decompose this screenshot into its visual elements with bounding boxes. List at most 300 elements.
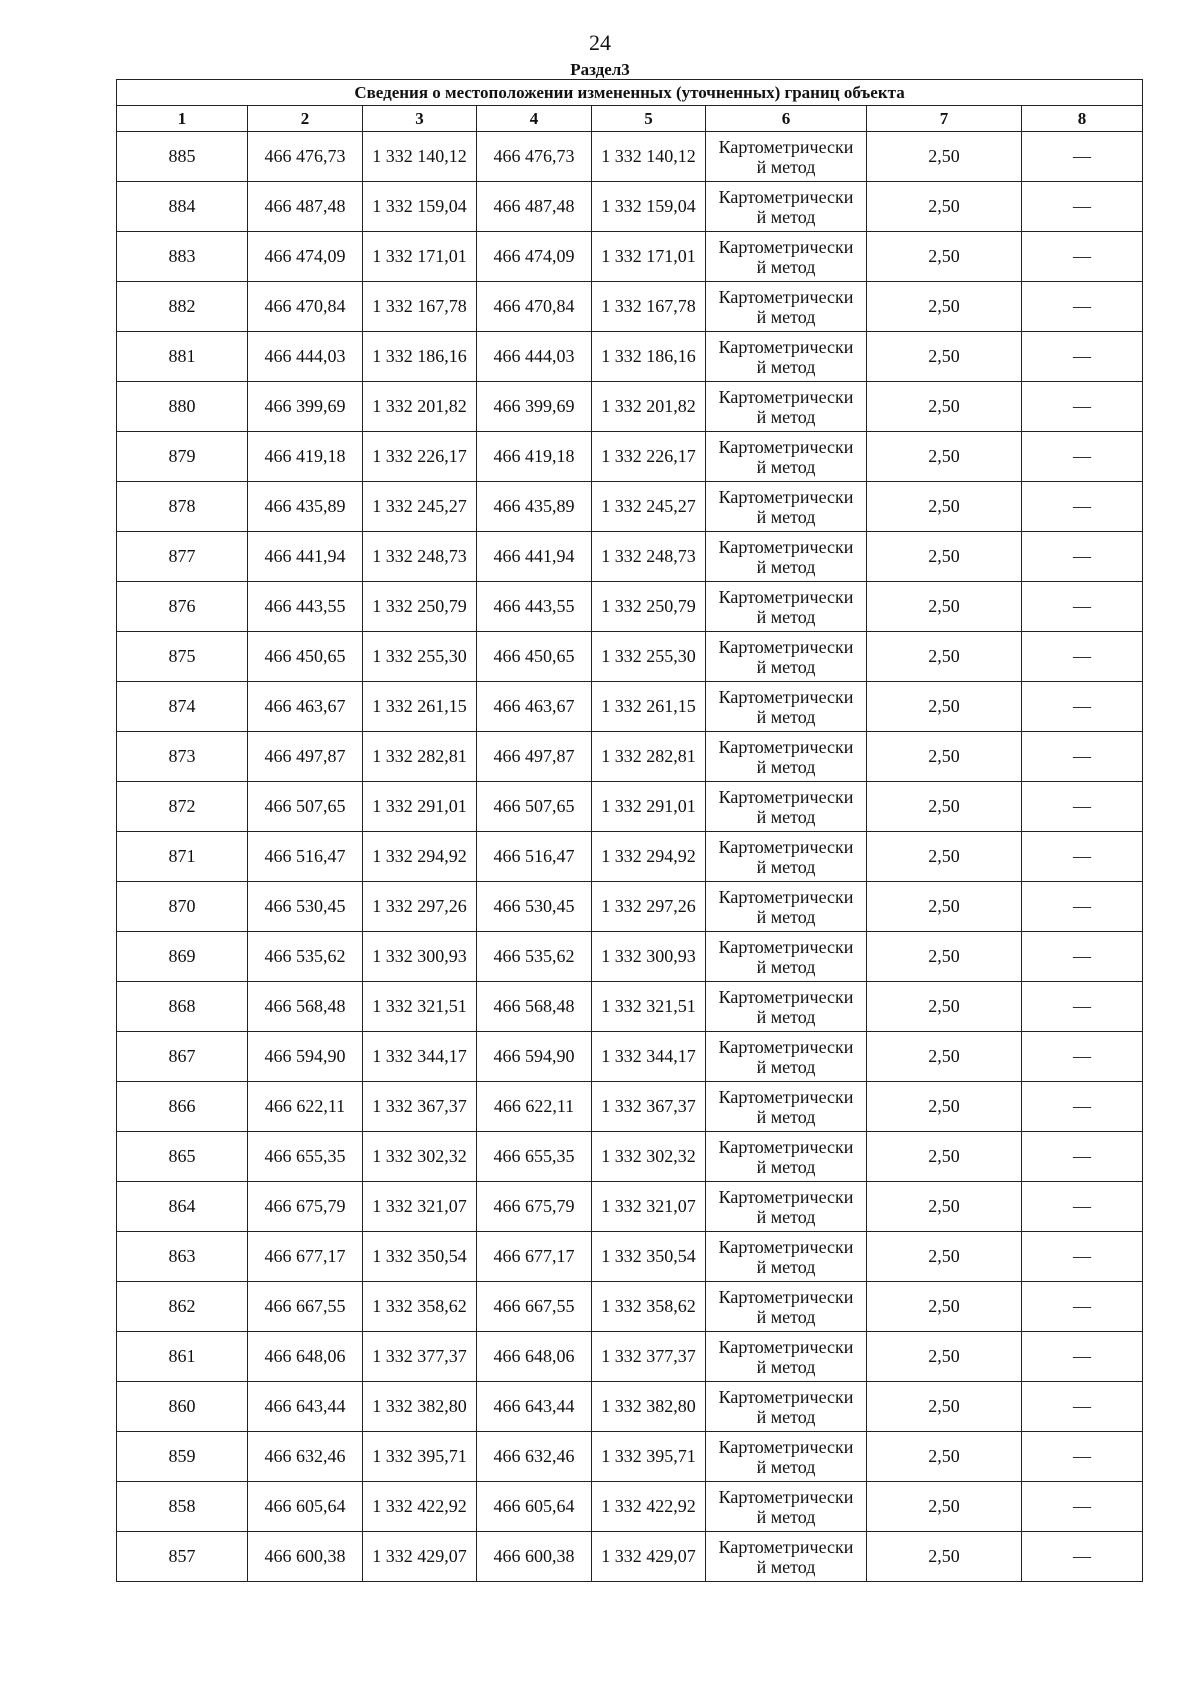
existing-y-cell: 1 332 261,15 xyxy=(363,682,477,732)
point-number-cell: 867 xyxy=(117,1032,248,1082)
new-x-cell: 466 530,45 xyxy=(477,882,592,932)
new-y-cell: 1 332 321,51 xyxy=(592,982,706,1032)
new-x-cell: 466 516,47 xyxy=(477,832,592,882)
accuracy-cell: 2,50 xyxy=(867,1382,1022,1432)
accuracy-cell: 2,50 xyxy=(867,182,1022,232)
method-line-2: й метод xyxy=(756,1506,816,1527)
method-cell xyxy=(706,432,867,482)
existing-y-cell: 1 332 294,92 xyxy=(363,832,477,882)
point-number-cell: 878 xyxy=(117,482,248,532)
table-row xyxy=(117,1132,1143,1182)
method-line-1: Картометрически xyxy=(718,1536,854,1557)
table-row xyxy=(117,882,1143,932)
method-line-2: й метод xyxy=(756,1556,816,1577)
existing-x-cell: 466 443,55 xyxy=(248,582,363,632)
existing-x-cell: 466 530,45 xyxy=(248,882,363,932)
method-cell xyxy=(706,132,867,182)
column-8-cell: — xyxy=(1022,332,1143,382)
table-row xyxy=(117,1382,1143,1432)
existing-x-cell: 466 497,87 xyxy=(248,732,363,782)
method-line-2: й метод xyxy=(756,256,816,277)
new-x-cell: 466 677,17 xyxy=(477,1232,592,1282)
existing-x-cell: 466 435,89 xyxy=(248,482,363,532)
column-8-cell: — xyxy=(1022,582,1143,632)
method-cell xyxy=(706,1282,867,1332)
new-y-cell: 1 332 186,16 xyxy=(592,332,706,382)
column-8-cell: — xyxy=(1022,1282,1143,1332)
existing-x-cell: 466 487,48 xyxy=(248,182,363,232)
table-row xyxy=(117,982,1143,1032)
new-y-cell: 1 332 367,37 xyxy=(592,1082,706,1132)
table-row xyxy=(117,582,1143,632)
new-y-cell: 1 332 344,17 xyxy=(592,1032,706,1082)
column-8-cell: — xyxy=(1022,632,1143,682)
method-line-1: Картометрически xyxy=(718,786,854,807)
method-line-1: Картометрически xyxy=(718,1186,854,1207)
point-number-cell: 873 xyxy=(117,732,248,782)
new-x-cell: 466 450,65 xyxy=(477,632,592,682)
column-8-cell: — xyxy=(1022,682,1143,732)
new-y-cell: 1 332 300,93 xyxy=(592,932,706,982)
new-x-cell: 466 535,62 xyxy=(477,932,592,982)
existing-y-cell: 1 332 350,54 xyxy=(363,1232,477,1282)
table-row xyxy=(117,782,1143,832)
table-row xyxy=(117,1232,1143,1282)
table-row xyxy=(117,832,1143,882)
new-x-cell: 466 443,55 xyxy=(477,582,592,632)
method-cell xyxy=(706,582,867,632)
existing-x-cell: 466 507,65 xyxy=(248,782,363,832)
accuracy-cell: 2,50 xyxy=(867,382,1022,432)
column-number: 2 xyxy=(248,106,363,132)
point-number-cell: 862 xyxy=(117,1282,248,1332)
existing-y-cell: 1 332 367,37 xyxy=(363,1082,477,1132)
table-row xyxy=(117,1182,1143,1232)
method-line-1: Картометрически xyxy=(718,286,854,307)
method-line-1: Картометрически xyxy=(718,1236,854,1257)
method-line-1: Картометрически xyxy=(718,536,854,557)
accuracy-cell: 2,50 xyxy=(867,132,1022,182)
new-x-cell: 466 643,44 xyxy=(477,1382,592,1432)
existing-x-cell: 466 444,03 xyxy=(248,332,363,382)
method-cell xyxy=(706,232,867,282)
existing-y-cell: 1 332 291,01 xyxy=(363,782,477,832)
column-8-cell: — xyxy=(1022,1082,1143,1132)
method-line-1: Картометрически xyxy=(718,486,854,507)
new-x-cell: 466 655,35 xyxy=(477,1132,592,1182)
existing-x-cell: 466 476,73 xyxy=(248,132,363,182)
method-line-2: й метод xyxy=(756,856,816,877)
table-row xyxy=(117,532,1143,582)
column-number: 6 xyxy=(706,106,867,132)
new-x-cell: 466 470,84 xyxy=(477,282,592,332)
accuracy-cell: 2,50 xyxy=(867,1182,1022,1232)
column-8-cell: — xyxy=(1022,1332,1143,1382)
method-line-1: Картометрически xyxy=(718,386,854,407)
new-x-cell: 466 648,06 xyxy=(477,1332,592,1382)
new-x-cell: 466 419,18 xyxy=(477,432,592,482)
new-x-cell: 466 622,11 xyxy=(477,1082,592,1132)
method-line-2: й метод xyxy=(756,1056,816,1077)
point-number-cell: 870 xyxy=(117,882,248,932)
accuracy-cell: 2,50 xyxy=(867,782,1022,832)
new-y-cell: 1 332 255,30 xyxy=(592,632,706,682)
point-number-cell: 880 xyxy=(117,382,248,432)
method-cell xyxy=(706,1432,867,1482)
point-number-cell: 864 xyxy=(117,1182,248,1232)
method-cell xyxy=(706,732,867,782)
new-y-cell: 1 332 201,82 xyxy=(592,382,706,432)
accuracy-cell: 2,50 xyxy=(867,1332,1022,1382)
point-number-cell: 882 xyxy=(117,282,248,332)
column-8-cell: — xyxy=(1022,732,1143,782)
column-8-cell: — xyxy=(1022,982,1143,1032)
existing-y-cell: 1 332 300,93 xyxy=(363,932,477,982)
method-line-2: й метод xyxy=(756,1256,816,1277)
method-line-2: й метод xyxy=(756,1206,816,1227)
point-number-cell: 859 xyxy=(117,1432,248,1482)
coordinates-table xyxy=(116,79,1143,1582)
new-y-cell: 1 332 167,78 xyxy=(592,282,706,332)
new-y-cell: 1 332 140,12 xyxy=(592,132,706,182)
point-number-cell: 871 xyxy=(117,832,248,882)
new-y-cell: 1 332 350,54 xyxy=(592,1232,706,1282)
table-row xyxy=(117,1082,1143,1132)
existing-y-cell: 1 332 302,32 xyxy=(363,1132,477,1182)
method-line-1: Картометрически xyxy=(718,1436,854,1457)
column-8-cell: — xyxy=(1022,1032,1143,1082)
section-title: Раздел3 xyxy=(570,60,630,79)
method-line-2: й метод xyxy=(756,1406,816,1427)
new-y-cell: 1 332 294,92 xyxy=(592,832,706,882)
column-number: 5 xyxy=(592,106,706,132)
existing-y-cell: 1 332 344,17 xyxy=(363,1032,477,1082)
point-number-cell: 874 xyxy=(117,682,248,732)
accuracy-cell: 2,50 xyxy=(867,932,1022,982)
new-x-cell: 466 476,73 xyxy=(477,132,592,182)
method-line-1: Картометрически xyxy=(718,1386,854,1407)
accuracy-cell: 2,50 xyxy=(867,732,1022,782)
method-line-1: Картометрически xyxy=(718,186,854,207)
method-cell xyxy=(706,332,867,382)
column-number-row xyxy=(117,106,1143,132)
column-8-cell: — xyxy=(1022,132,1143,182)
existing-y-cell: 1 332 167,78 xyxy=(363,282,477,332)
existing-y-cell: 1 332 250,79 xyxy=(363,582,477,632)
accuracy-cell: 2,50 xyxy=(867,1032,1022,1082)
new-x-cell: 466 497,87 xyxy=(477,732,592,782)
new-x-cell: 466 441,94 xyxy=(477,532,592,582)
accuracy-cell: 2,50 xyxy=(867,332,1022,382)
column-8-cell: — xyxy=(1022,932,1143,982)
method-line-2: й метод xyxy=(756,956,816,977)
method-line-1: Картометрически xyxy=(718,1286,854,1307)
new-x-cell: 466 605,64 xyxy=(477,1482,592,1532)
method-line-2: й метод xyxy=(756,456,816,477)
method-line-1: Картометрически xyxy=(718,686,854,707)
column-number: 7 xyxy=(867,106,1022,132)
existing-x-cell: 466 594,90 xyxy=(248,1032,363,1082)
new-y-cell: 1 332 291,01 xyxy=(592,782,706,832)
method-line-2: й метод xyxy=(756,1006,816,1027)
point-number-cell: 884 xyxy=(117,182,248,232)
table-row xyxy=(117,932,1143,982)
method-cell xyxy=(706,1332,867,1382)
point-number-cell: 879 xyxy=(117,432,248,482)
existing-y-cell: 1 332 358,62 xyxy=(363,1282,477,1332)
method-line-1: Картометрически xyxy=(718,1336,854,1357)
method-cell xyxy=(706,1482,867,1532)
table-row xyxy=(117,182,1143,232)
point-number-cell: 865 xyxy=(117,1132,248,1182)
method-line-1: Картометрически xyxy=(718,736,854,757)
accuracy-cell: 2,50 xyxy=(867,1432,1022,1482)
existing-x-cell: 466 399,69 xyxy=(248,382,363,432)
accuracy-cell: 2,50 xyxy=(867,1532,1022,1582)
existing-x-cell: 466 648,06 xyxy=(248,1332,363,1382)
method-cell xyxy=(706,282,867,332)
accuracy-cell: 2,50 xyxy=(867,1482,1022,1532)
point-number-cell: 877 xyxy=(117,532,248,582)
existing-x-cell: 466 600,38 xyxy=(248,1532,363,1582)
column-number: 4 xyxy=(477,106,592,132)
method-cell xyxy=(706,932,867,982)
existing-y-cell: 1 332 422,92 xyxy=(363,1482,477,1532)
column-number: 8 xyxy=(1022,106,1143,132)
new-x-cell: 466 435,89 xyxy=(477,482,592,532)
existing-y-cell: 1 332 248,73 xyxy=(363,532,477,582)
table-row xyxy=(117,332,1143,382)
accuracy-cell: 2,50 xyxy=(867,632,1022,682)
new-x-cell: 466 667,55 xyxy=(477,1282,592,1332)
existing-y-cell: 1 332 226,17 xyxy=(363,432,477,482)
method-line-1: Картометрически xyxy=(718,986,854,1007)
existing-y-cell: 1 332 245,27 xyxy=(363,482,477,532)
accuracy-cell: 2,50 xyxy=(867,832,1022,882)
existing-x-cell: 466 516,47 xyxy=(248,832,363,882)
new-x-cell: 466 474,09 xyxy=(477,232,592,282)
new-y-cell: 1 332 159,04 xyxy=(592,182,706,232)
existing-x-cell: 466 568,48 xyxy=(248,982,363,1032)
new-y-cell: 1 332 377,37 xyxy=(592,1332,706,1382)
table-caption: Сведения о местоположении измененных (уточненных) границ объекта xyxy=(117,80,1143,106)
method-line-2: й метод xyxy=(756,506,816,527)
table-row xyxy=(117,1532,1143,1582)
method-cell xyxy=(706,632,867,682)
point-number-cell: 869 xyxy=(117,932,248,982)
table-caption-row xyxy=(117,80,1143,106)
method-line-1: Картометрически xyxy=(718,636,854,657)
method-cell xyxy=(706,832,867,882)
column-8-cell: — xyxy=(1022,832,1143,882)
new-x-cell: 466 507,65 xyxy=(477,782,592,832)
method-line-2: й метод xyxy=(756,1156,816,1177)
existing-y-cell: 1 332 140,12 xyxy=(363,132,477,182)
column-8-cell: — xyxy=(1022,532,1143,582)
table-row xyxy=(117,1032,1143,1082)
method-line-1: Картометрически xyxy=(718,836,854,857)
table-row xyxy=(117,682,1143,732)
column-number: 3 xyxy=(363,106,477,132)
new-y-cell: 1 332 429,07 xyxy=(592,1532,706,1582)
method-line-1: Картометрически xyxy=(718,436,854,457)
existing-y-cell: 1 332 321,51 xyxy=(363,982,477,1032)
table-row xyxy=(117,732,1143,782)
accuracy-cell: 2,50 xyxy=(867,232,1022,282)
method-line-2: й метод xyxy=(756,1356,816,1377)
method-cell xyxy=(706,532,867,582)
existing-x-cell: 466 622,11 xyxy=(248,1082,363,1132)
existing-x-cell: 466 677,17 xyxy=(248,1232,363,1282)
table-row xyxy=(117,282,1143,332)
point-number-cell: 866 xyxy=(117,1082,248,1132)
method-cell xyxy=(706,1132,867,1182)
point-number-cell: 857 xyxy=(117,1532,248,1582)
new-x-cell: 466 487,48 xyxy=(477,182,592,232)
column-8-cell: — xyxy=(1022,282,1143,332)
column-8-cell: — xyxy=(1022,1432,1143,1482)
method-line-2: й метод xyxy=(756,656,816,677)
point-number-cell: 876 xyxy=(117,582,248,632)
method-cell xyxy=(706,782,867,832)
method-line-1: Картометрически xyxy=(718,936,854,957)
method-cell xyxy=(706,982,867,1032)
existing-y-cell: 1 332 186,16 xyxy=(363,332,477,382)
existing-x-cell: 466 463,67 xyxy=(248,682,363,732)
existing-x-cell: 466 450,65 xyxy=(248,632,363,682)
point-number-cell: 868 xyxy=(117,982,248,1032)
accuracy-cell: 2,50 xyxy=(867,882,1022,932)
method-cell xyxy=(706,1082,867,1132)
table-row xyxy=(117,1332,1143,1382)
table-row xyxy=(117,1282,1143,1332)
existing-y-cell: 1 332 255,30 xyxy=(363,632,477,682)
existing-x-cell: 466 675,79 xyxy=(248,1182,363,1232)
accuracy-cell: 2,50 xyxy=(867,1282,1022,1332)
table-row xyxy=(117,432,1143,482)
new-y-cell: 1 332 321,07 xyxy=(592,1182,706,1232)
new-x-cell: 466 463,67 xyxy=(477,682,592,732)
table-row xyxy=(117,382,1143,432)
existing-y-cell: 1 332 297,26 xyxy=(363,882,477,932)
point-number-cell: 875 xyxy=(117,632,248,682)
new-y-cell: 1 332 245,27 xyxy=(592,482,706,532)
column-8-cell: — xyxy=(1022,232,1143,282)
existing-x-cell: 466 419,18 xyxy=(248,432,363,482)
point-number-cell: 858 xyxy=(117,1482,248,1532)
method-line-2: й метод xyxy=(756,306,816,327)
new-y-cell: 1 332 226,17 xyxy=(592,432,706,482)
existing-x-cell: 466 632,46 xyxy=(248,1432,363,1482)
table-row xyxy=(117,132,1143,182)
new-y-cell: 1 332 382,80 xyxy=(592,1382,706,1432)
method-cell xyxy=(706,1382,867,1432)
method-line-2: й метод xyxy=(756,806,816,827)
table-row xyxy=(117,632,1143,682)
page-number: 24 xyxy=(589,30,611,55)
accuracy-cell: 2,50 xyxy=(867,1082,1022,1132)
method-line-2: й метод xyxy=(756,1456,816,1477)
column-8-cell: — xyxy=(1022,1132,1143,1182)
point-number-cell: 860 xyxy=(117,1382,248,1432)
accuracy-cell: 2,50 xyxy=(867,282,1022,332)
column-8-cell: — xyxy=(1022,1232,1143,1282)
method-line-1: Картометрически xyxy=(718,336,854,357)
new-y-cell: 1 332 358,62 xyxy=(592,1282,706,1332)
column-8-cell: — xyxy=(1022,182,1143,232)
method-cell xyxy=(706,482,867,532)
new-y-cell: 1 332 261,15 xyxy=(592,682,706,732)
existing-x-cell: 466 643,44 xyxy=(248,1382,363,1432)
column-8-cell: — xyxy=(1022,1482,1143,1532)
existing-x-cell: 466 474,09 xyxy=(248,232,363,282)
existing-x-cell: 466 535,62 xyxy=(248,932,363,982)
method-line-1: Картометрически xyxy=(718,1136,854,1157)
method-line-2: й метод xyxy=(756,356,816,377)
existing-y-cell: 1 332 159,04 xyxy=(363,182,477,232)
column-8-cell: — xyxy=(1022,1182,1143,1232)
method-line-2: й метод xyxy=(756,206,816,227)
new-y-cell: 1 332 395,71 xyxy=(592,1432,706,1482)
new-x-cell: 466 600,38 xyxy=(477,1532,592,1582)
method-line-1: Картометрически xyxy=(718,886,854,907)
existing-y-cell: 1 332 429,07 xyxy=(363,1532,477,1582)
method-line-2: й метод xyxy=(756,706,816,727)
method-line-2: й метод xyxy=(756,156,816,177)
column-8-cell: — xyxy=(1022,382,1143,432)
existing-y-cell: 1 332 282,81 xyxy=(363,732,477,782)
table-row xyxy=(117,482,1143,532)
existing-x-cell: 466 441,94 xyxy=(248,532,363,582)
method-cell xyxy=(706,1182,867,1232)
method-line-1: Картометрически xyxy=(718,1036,854,1057)
new-x-cell: 466 594,90 xyxy=(477,1032,592,1082)
new-y-cell: 1 332 171,01 xyxy=(592,232,706,282)
new-x-cell: 466 675,79 xyxy=(477,1182,592,1232)
existing-x-cell: 466 667,55 xyxy=(248,1282,363,1332)
point-number-cell: 883 xyxy=(117,232,248,282)
new-x-cell: 466 399,69 xyxy=(477,382,592,432)
method-line-2: й метод xyxy=(756,906,816,927)
column-8-cell: — xyxy=(1022,1532,1143,1582)
accuracy-cell: 2,50 xyxy=(867,1232,1022,1282)
point-number-cell: 861 xyxy=(117,1332,248,1382)
new-x-cell: 466 444,03 xyxy=(477,332,592,382)
column-8-cell: — xyxy=(1022,882,1143,932)
column-8-cell: — xyxy=(1022,1382,1143,1432)
method-line-2: й метод xyxy=(756,756,816,777)
method-cell xyxy=(706,1532,867,1582)
method-line-1: Картометрически xyxy=(718,586,854,607)
table-row xyxy=(117,1482,1143,1532)
point-number-cell: 885 xyxy=(117,132,248,182)
accuracy-cell: 2,50 xyxy=(867,1132,1022,1182)
existing-x-cell: 466 470,84 xyxy=(248,282,363,332)
existing-y-cell: 1 332 382,80 xyxy=(363,1382,477,1432)
method-line-2: й метод xyxy=(756,556,816,577)
new-y-cell: 1 332 250,79 xyxy=(592,582,706,632)
method-line-2: й метод xyxy=(756,406,816,427)
existing-y-cell: 1 332 201,82 xyxy=(363,382,477,432)
method-line-2: й метод xyxy=(756,606,816,627)
point-number-cell: 881 xyxy=(117,332,248,382)
method-line-1: Картометрически xyxy=(718,136,854,157)
existing-y-cell: 1 332 171,01 xyxy=(363,232,477,282)
method-line-1: Картометрически xyxy=(718,1486,854,1507)
accuracy-cell: 2,50 xyxy=(867,432,1022,482)
column-8-cell: — xyxy=(1022,432,1143,482)
accuracy-cell: 2,50 xyxy=(867,682,1022,732)
